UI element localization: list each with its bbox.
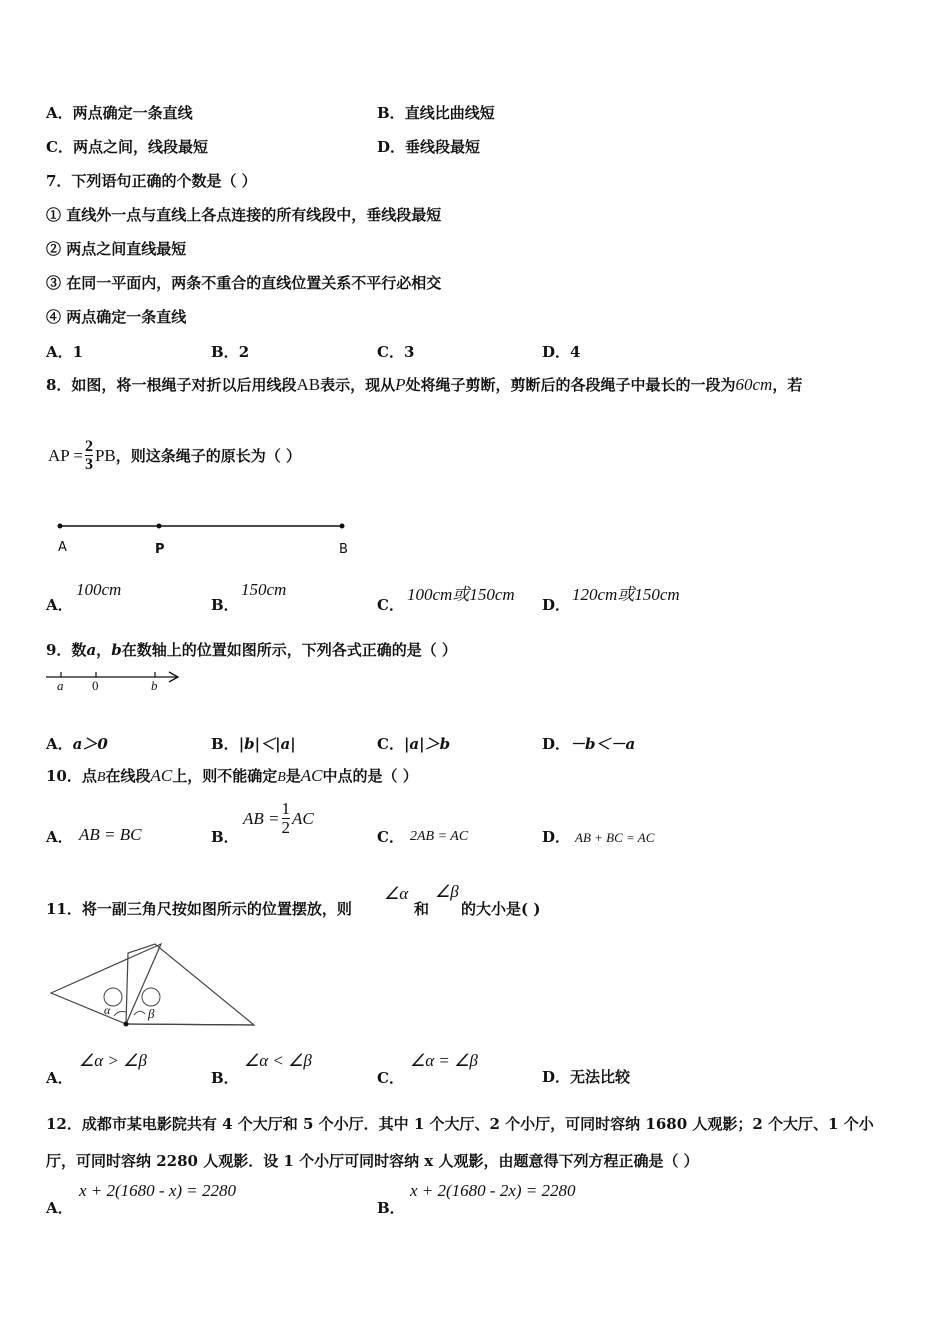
q11-base-line bbox=[126, 1024, 254, 1025]
q11-option-b-text: ∠α < ∠β bbox=[244, 1051, 312, 1070]
q12-line-2: 厅，可同时容纳 2280 人观影．设 1 个小厅可同时容纳 x 人观影，由题意得下列方程正确是（ ） bbox=[46, 1152, 699, 1170]
q9-axis-label-b: b bbox=[151, 678, 158, 693]
q9-comma: ， bbox=[96, 641, 112, 659]
q6-option-d-text: 垂线段最短 bbox=[405, 138, 481, 156]
q9-option-a-text: a＞0 bbox=[72, 735, 108, 753]
q10-option-c-text: 2AB = AC bbox=[410, 829, 469, 844]
q10-stem-4: 是 bbox=[285, 767, 301, 785]
q8-segment-ab: AB bbox=[296, 375, 321, 394]
q7-option-c-text: 3 bbox=[403, 343, 415, 361]
q12-option-a-label: A． bbox=[46, 1199, 73, 1217]
q10-ac1: AC bbox=[150, 766, 173, 785]
q8-pb: PB bbox=[94, 445, 116, 465]
q11-stem-1: 11．将一副三角尺按如图所示的位置摆放，则 bbox=[46, 900, 352, 918]
q8-option-a-label: A． bbox=[46, 596, 73, 614]
q7-statement-4: ④ 两点确定一条直线 bbox=[46, 308, 187, 326]
q8-stem-3: 处将绳子剪断，剪断后的各段绳子中最长的一段为 bbox=[405, 376, 736, 394]
q7-option-a-text: 1 bbox=[72, 343, 84, 361]
q8-stem-2: 表示，现从 bbox=[320, 376, 396, 394]
q10-option-d-text: AB + BC = AC bbox=[575, 830, 655, 845]
q6-option-c-text: 两点之间，线段最短 bbox=[72, 138, 208, 156]
q8-fig-label-b: B bbox=[339, 542, 348, 557]
q11-alpha: ∠α bbox=[384, 884, 409, 903]
q11-arc-alpha bbox=[114, 1012, 126, 1017]
q7-option-d-label: D． bbox=[542, 343, 571, 361]
q10-ac2: AC bbox=[300, 766, 323, 785]
q8-option-a-text: 100cm bbox=[76, 580, 122, 599]
q11-option-d-label: D． bbox=[542, 1068, 571, 1086]
q11-option-a-text: ∠α > ∠β bbox=[79, 1051, 147, 1070]
q8-fig-label-p: P bbox=[155, 542, 165, 557]
q7-option-b-text: 2 bbox=[238, 343, 250, 361]
q9-axis-label-a: a bbox=[57, 678, 64, 693]
q11-stem-2: 的大小是( ) bbox=[461, 900, 541, 918]
q10-stem-1: 10．点 bbox=[46, 767, 97, 785]
q7-statement-2: ② 两点之间直线最短 bbox=[46, 240, 187, 258]
q10-b2: B bbox=[277, 770, 286, 785]
q10-stem-2: 在线段 bbox=[105, 767, 151, 785]
q11-circle-right bbox=[142, 988, 160, 1006]
q8-option-c-text: 100cm或150cm bbox=[407, 585, 515, 604]
q10-option-c-label: C． bbox=[377, 828, 404, 846]
q6-option-a-label: A． bbox=[46, 104, 73, 122]
q8-option-d-text: 120cm或150cm bbox=[572, 585, 680, 604]
q10-b1: B bbox=[96, 770, 106, 785]
q8-option-c-label: C． bbox=[377, 596, 404, 614]
q9-option-b-text: |b|＜|a| bbox=[238, 735, 296, 753]
q10-stem-5: 中点的是（ ） bbox=[322, 767, 418, 785]
q12-line-1: 12．成都市某电影院共有 4 个大厅和 5 个小厅．其中 1 个大厅、2 个小厅，可同时容纳 1680 人观影；2 个大厅、1 个小 bbox=[46, 1115, 874, 1133]
q9-var-b: b bbox=[111, 641, 122, 659]
q11-option-d bbox=[542, 1066, 630, 1087]
q11-option-a-label: A． bbox=[46, 1069, 73, 1087]
q9-stem-1: 9．数 bbox=[46, 641, 87, 659]
q7-option-a-label: A． bbox=[46, 343, 73, 361]
q7-statement-1: ① 直线外一点与直线上各点连接的所有线段中，垂线段最短 bbox=[46, 206, 442, 224]
q10-stem-3: 上，则不能确定 bbox=[172, 767, 278, 785]
q8-point-p: P bbox=[395, 375, 406, 394]
q11-arc-beta bbox=[134, 1011, 145, 1015]
q9-option-d-text: －b＜－a bbox=[570, 735, 636, 753]
q6-option-b-text: 直线比曲线短 bbox=[404, 104, 495, 122]
q12-option-b-label: B． bbox=[377, 1199, 405, 1217]
q10-option-b-num: 1 bbox=[281, 799, 290, 818]
q9-var-a: a bbox=[86, 641, 97, 659]
q11-vertex-dot bbox=[124, 1022, 129, 1027]
q8-length: 60cm bbox=[735, 375, 773, 394]
q11-option-c-text: ∠α = ∠β bbox=[410, 1051, 478, 1070]
q7-statement-3: ③ 在同一平面内，两条不重合的直线位置关系不平行必相交 bbox=[46, 274, 442, 292]
q8-fraction-num: 2 bbox=[84, 438, 93, 455]
q11-fig-alpha: α bbox=[104, 1003, 111, 1017]
q6-option-c-label: C． bbox=[46, 138, 73, 156]
q10-option-b-post: AC bbox=[292, 808, 314, 828]
q10-option-b-pre: AB = bbox=[243, 808, 280, 828]
q11-fig-beta: β bbox=[148, 1006, 155, 1021]
q11-triangle-right bbox=[126, 944, 254, 1025]
q8-ap: AP = bbox=[48, 445, 83, 465]
q11-and: 和 bbox=[414, 900, 430, 918]
q11-beta: ∠β bbox=[435, 882, 459, 901]
q7-option-c-label: C． bbox=[377, 343, 404, 361]
q10-option-b-label: B． bbox=[211, 828, 239, 846]
q9-option-d-label: D． bbox=[542, 735, 571, 753]
q6-option-b-label: B． bbox=[377, 104, 405, 122]
q8-fig-label-a: A bbox=[58, 540, 67, 555]
q8-option-d-label: D． bbox=[542, 596, 571, 614]
q9-axis-label-0: 0 bbox=[92, 678, 99, 693]
q6-option-d-label: D． bbox=[377, 138, 406, 156]
q8-option-b-text: 150cm bbox=[241, 580, 287, 599]
q8-fraction-den: 3 bbox=[84, 456, 93, 473]
q9-option-c-text: |a|＞b bbox=[403, 735, 451, 753]
q8-stem-1: 8．如图，将一根绳子对折以后用线段 bbox=[46, 376, 297, 394]
q7-option-b-label: B． bbox=[211, 343, 239, 361]
q9-option-a-label: A． bbox=[46, 735, 73, 753]
q9-option-c-label: C． bbox=[377, 735, 404, 753]
q9-stem-2: 在数轴上的位置如图所示，下列各式正确的是（ ） bbox=[121, 641, 457, 659]
q7-option-d-text: 4 bbox=[570, 343, 581, 361]
q8-stem-4: ，若 bbox=[772, 376, 803, 394]
q6-option-a-text: 两点确定一条直线 bbox=[72, 104, 193, 122]
q11-option-b-label: B． bbox=[211, 1069, 239, 1087]
q8-stem-5: ，则这条绳子的原长为（ ） bbox=[115, 447, 301, 465]
q10-option-a-label: A． bbox=[46, 828, 73, 846]
q9-option-b-label: B． bbox=[211, 735, 239, 753]
q11-option-c-label: C． bbox=[377, 1069, 404, 1087]
q12-option-a-text: x + 2(1680 - x) = 2280 bbox=[79, 1181, 237, 1200]
q8-option-b-label: B． bbox=[211, 596, 239, 614]
q12-option-b-text: x + 2(1680 - 2x) = 2280 bbox=[410, 1181, 576, 1200]
q10-option-a-text: AB = BC bbox=[79, 825, 142, 844]
q7-stem: 7．下列语句正确的个数是（ ） bbox=[46, 172, 257, 190]
q11-option-d-text: 无法比较 bbox=[570, 1068, 631, 1086]
q10-option-d-label: D． bbox=[542, 828, 571, 846]
q10-option-b-den: 2 bbox=[281, 818, 290, 837]
